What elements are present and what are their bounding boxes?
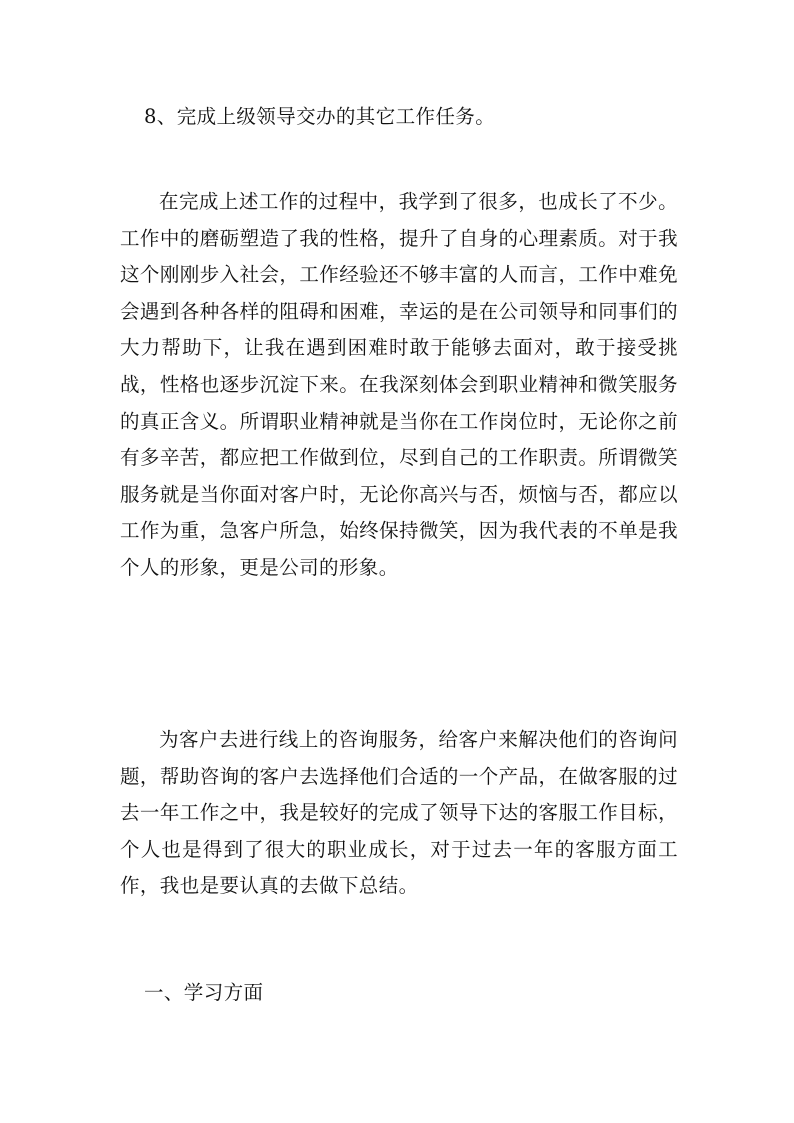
section-heading-study: 一、学习方面 bbox=[144, 981, 264, 1004]
growth-paragraph: 在完成上述工作的过程中，我学到了很多，也成长了不少。工作中的磨砺塑造了我的性格，提升了自身的心理素质。对于我这个刚刚步入社会，工作经验还不够丰富的人而言，工作中难免会遇到各种各样的阻碍和困难，幸运的是在公司领导和同事们的大力帮助下，让我在遇到困难时敢于能够去面对，敢于接受挑战，性格也逐步沉淀下来。在我深刻体会到职业精神和微笑服务的真正含义。所谓职业精神就是当你在工作岗位时，无论你之前有多辛苦，都应把工作做到位，尽到自己的工作职责。所谓微笑服务就是当你面对客户时，无论你高兴与否，烦恼与否，都应以工作为重，急客户所急，始终保持微笑，因为我代表的不单是我个人的形象，更是公司的形象。 bbox=[120, 190, 678, 579]
list-item-8: 8、完成上级领导交办的其它工作任务。 bbox=[144, 105, 496, 128]
customer-service-paragraph: 为客户去进行线上的咨询服务，给客户来解决他们的咨询问题，帮助咨询的客户去选择他们合适的一个产品，在做客服的过去一年工作之中，我是较好的完成了领导下达的客服工作目标，个人也是得到了很大的职业成长，对于过去一年的客服方面工作，我也是要认真的去做下总结。 bbox=[120, 728, 678, 898]
